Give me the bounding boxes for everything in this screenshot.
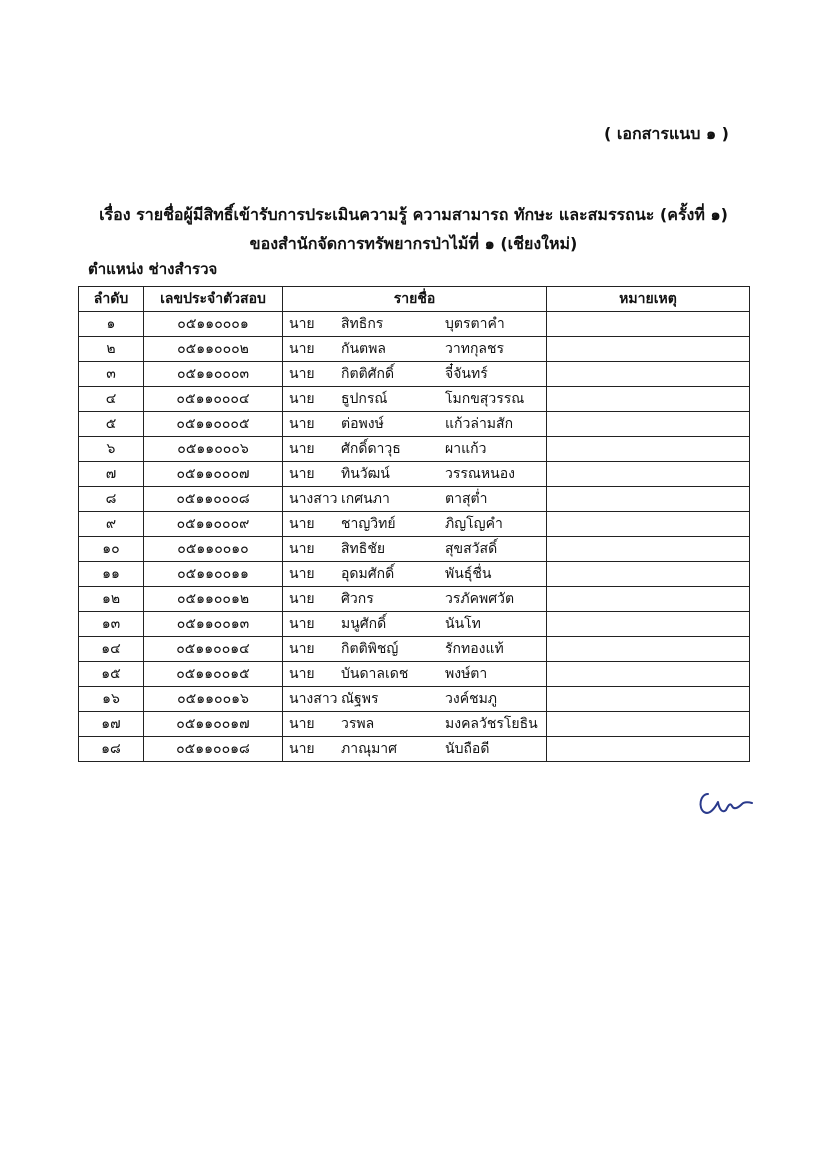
name-prefix: นาย	[289, 391, 315, 407]
cell-no: ๑๔	[79, 637, 144, 662]
table-row	[79, 312, 750, 337]
name-prefix: นาย	[289, 616, 315, 632]
candidate-table	[78, 286, 750, 762]
name-last: ภิญโญคำ	[445, 516, 503, 532]
name-last: รักทองแท้	[445, 641, 504, 657]
table-row	[79, 462, 750, 487]
cell-no: ๑๘	[79, 737, 144, 762]
header-no: ลำดับ	[79, 287, 144, 312]
name-group	[283, 587, 546, 611]
name-last: นันโท	[445, 616, 481, 632]
cell-remarks	[547, 737, 750, 762]
table-row	[79, 437, 750, 462]
name-prefix: นาย	[289, 316, 315, 332]
cell-exam-id: ๐๕๑๑๐๐๐๙	[144, 512, 283, 537]
cell-remarks	[547, 662, 750, 687]
name-prefix: นาย	[289, 341, 315, 357]
name-prefix: นาย	[289, 516, 315, 532]
name-prefix: นาย	[289, 466, 315, 482]
table-row	[79, 362, 750, 387]
cell-name	[283, 587, 547, 612]
name-first: ภาณุมาศ	[341, 741, 398, 757]
name-group	[283, 487, 546, 511]
name-last: โมกขสุวรรณ	[445, 391, 525, 407]
header-exam-id: เลขประจำตัวสอบ	[144, 287, 283, 312]
cell-remarks	[547, 637, 750, 662]
name-last: วรภัคพศวัต	[445, 591, 515, 607]
name-first: ศิวกร	[341, 591, 374, 607]
table-row	[79, 487, 750, 512]
cell-no: ๑	[79, 312, 144, 337]
cell-name	[283, 312, 547, 337]
attachment-label: ( เอกสารแนบ ๑ )	[603, 124, 729, 143]
cell-exam-id: ๐๕๑๑๐๐๑๔	[144, 637, 283, 662]
name-prefix: นาย	[289, 416, 315, 432]
name-first: อุดมศักดิ์	[341, 566, 395, 582]
cell-exam-id: ๐๕๑๑๐๐๑๐	[144, 537, 283, 562]
name-first: กิตติพิชญ์	[341, 641, 399, 657]
cell-remarks	[547, 462, 750, 487]
cell-exam-id: ๐๕๑๑๐๐๑๓	[144, 612, 283, 637]
cell-no: ๙	[79, 512, 144, 537]
cell-exam-id: ๐๕๑๑๐๐๐๑	[144, 312, 283, 337]
name-prefix: นาย	[289, 591, 315, 607]
cell-name	[283, 412, 547, 437]
cell-remarks	[547, 562, 750, 587]
name-first: ณัฐพร	[341, 691, 379, 707]
name-last: บุตรตาคำ	[445, 316, 505, 332]
cell-remarks	[547, 612, 750, 637]
cell-no: ๓	[79, 362, 144, 387]
cell-exam-id: ๐๕๑๑๐๐๐๓	[144, 362, 283, 387]
name-prefix: นาย	[289, 541, 315, 557]
cell-remarks	[547, 437, 750, 462]
cell-no: ๒	[79, 337, 144, 362]
table-body	[79, 312, 750, 762]
name-last: ตาสุต่ำ	[445, 491, 488, 507]
cell-exam-id: ๐๕๑๑๐๐๑๗	[144, 712, 283, 737]
document-title-line-1: เรื่อง รายชื่อผู้มีสิทธิ์เข้ารับการประเมินความรู้ ความสามารถ ทักษะ และสมรรถนะ (ครั้งที่ ๑)	[99, 205, 728, 224]
cell-remarks	[547, 712, 750, 737]
cell-remarks	[547, 362, 750, 387]
header-name: รายชื่อ	[283, 287, 547, 312]
name-last: วงค์ชมภู	[445, 691, 498, 707]
cell-exam-id: ๐๕๑๑๐๐๐๗	[144, 462, 283, 487]
cell-no: ๑๖	[79, 687, 144, 712]
cell-name	[283, 487, 547, 512]
name-last: แก้วล่ามสัก	[445, 416, 514, 432]
name-first: มนูศักดิ์	[341, 616, 387, 632]
cell-remarks	[547, 537, 750, 562]
name-first: ชาญวิทย์	[341, 516, 396, 532]
name-last: จี๋จันทร์	[445, 366, 488, 382]
table-row	[79, 687, 750, 712]
cell-name	[283, 637, 547, 662]
name-prefix: นาย	[289, 566, 315, 582]
name-first: ธูปกรณ์	[341, 391, 388, 407]
cell-name	[283, 337, 547, 362]
document-title-line-2: ของสำนักจัดการทรัพยากรป่าไม้ที่ ๑ (เชียงใหม่)	[249, 234, 578, 253]
header-remarks: หมายเหตุ	[547, 287, 750, 312]
table-row	[79, 737, 750, 762]
name-prefix: นาย	[289, 741, 315, 757]
name-first: กันตพล	[341, 341, 386, 357]
cell-name	[283, 612, 547, 637]
name-last: นับถือดี	[445, 741, 490, 757]
name-prefix: นาย	[289, 716, 315, 732]
cell-exam-id: ๐๕๑๑๐๐๑๖	[144, 687, 283, 712]
cell-name	[283, 437, 547, 462]
cell-exam-id: ๐๕๑๑๐๐๑๑	[144, 562, 283, 587]
cell-no: ๗	[79, 462, 144, 487]
cell-name	[283, 737, 547, 762]
name-last: พงษ์ตา	[445, 666, 488, 682]
table-row	[79, 387, 750, 412]
cell-remarks	[547, 312, 750, 337]
cell-name	[283, 462, 547, 487]
table-row	[79, 512, 750, 537]
name-first: เกศนภา	[341, 491, 390, 507]
cell-no: ๑๓	[79, 612, 144, 637]
name-group	[283, 612, 546, 636]
cell-remarks	[547, 337, 750, 362]
cell-remarks	[547, 412, 750, 437]
cell-remarks	[547, 512, 750, 537]
name-group	[283, 337, 546, 361]
cell-name	[283, 537, 547, 562]
table-row	[79, 412, 750, 437]
name-group	[283, 637, 546, 661]
cell-exam-id: ๐๕๑๑๐๐๐๒	[144, 337, 283, 362]
name-group	[283, 712, 546, 736]
cell-exam-id: ๐๕๑๑๐๐๐๖	[144, 437, 283, 462]
name-group	[283, 362, 546, 386]
cell-no: ๑๑	[79, 562, 144, 587]
cell-name	[283, 712, 547, 737]
cell-remarks	[547, 487, 750, 512]
name-prefix: นาย	[289, 666, 315, 682]
name-last: วาทกุลชร	[445, 341, 505, 357]
cell-name	[283, 687, 547, 712]
name-last: วรรณหนอง	[445, 466, 515, 482]
cell-remarks	[547, 687, 750, 712]
name-first: ศักดิ์ดาวุธ	[341, 441, 401, 457]
cell-remarks	[547, 387, 750, 412]
cell-no: ๕	[79, 412, 144, 437]
name-last: มงคลวัชรโยธิน	[445, 716, 538, 732]
cell-exam-id: ๐๕๑๑๐๐๐๔	[144, 387, 283, 412]
name-prefix: นางสาว	[289, 491, 338, 507]
cell-name	[283, 662, 547, 687]
name-group	[283, 462, 546, 486]
table-row	[79, 562, 750, 587]
position-label: ตำแหน่ง ช่างสำรวจ	[88, 260, 218, 278]
cell-exam-id: ๐๕๑๑๐๐๐๕	[144, 412, 283, 437]
name-group	[283, 662, 546, 686]
name-group	[283, 412, 546, 436]
name-group	[283, 687, 546, 711]
cell-no: ๑๒	[79, 587, 144, 612]
table-row	[79, 612, 750, 637]
table-row	[79, 637, 750, 662]
cell-no: ๔	[79, 387, 144, 412]
cell-no: ๖	[79, 437, 144, 462]
cell-name	[283, 362, 547, 387]
name-last: ผาแก้ว	[445, 441, 487, 457]
name-group	[283, 387, 546, 411]
signature-mark	[694, 784, 754, 824]
table-row	[79, 337, 750, 362]
cell-exam-id: ๐๕๑๑๐๐๑๒	[144, 587, 283, 612]
name-prefix: นาย	[289, 366, 315, 382]
cell-no: ๑๐	[79, 537, 144, 562]
name-group	[283, 737, 546, 761]
cell-exam-id: ๐๕๑๑๐๐๑๘	[144, 737, 283, 762]
cell-name	[283, 512, 547, 537]
table-row	[79, 537, 750, 562]
name-last: พันธุ์ชื่น	[445, 566, 492, 582]
name-group	[283, 437, 546, 461]
name-prefix: นางสาว	[289, 691, 338, 707]
name-first: บันดาลเดช	[341, 666, 409, 682]
cell-remarks	[547, 587, 750, 612]
name-first: สิทธิกร	[341, 316, 384, 332]
table-row	[79, 587, 750, 612]
cell-no: ๑๕	[79, 662, 144, 687]
cell-name	[283, 562, 547, 587]
name-first: ทินวัฒน์	[341, 466, 390, 482]
name-prefix: นาย	[289, 441, 315, 457]
name-group	[283, 512, 546, 536]
name-first: สิทธิชัย	[341, 541, 386, 557]
name-group	[283, 562, 546, 586]
cell-name	[283, 387, 547, 412]
name-first: กิตติศักดิ์	[341, 366, 395, 382]
table-row	[79, 712, 750, 737]
name-last: สุขสวัสดิ์	[445, 541, 498, 557]
name-first: ต่อพงษ์	[341, 416, 384, 432]
cell-no: ๑๗	[79, 712, 144, 737]
name-group	[283, 312, 546, 336]
cell-exam-id: ๐๕๑๑๐๐๑๕	[144, 662, 283, 687]
cell-no: ๘	[79, 487, 144, 512]
cell-exam-id: ๐๕๑๑๐๐๐๘	[144, 487, 283, 512]
name-prefix: นาย	[289, 641, 315, 657]
name-first: วรพล	[341, 716, 375, 732]
table-header-row	[79, 287, 750, 312]
table-row	[79, 662, 750, 687]
name-group	[283, 537, 546, 561]
